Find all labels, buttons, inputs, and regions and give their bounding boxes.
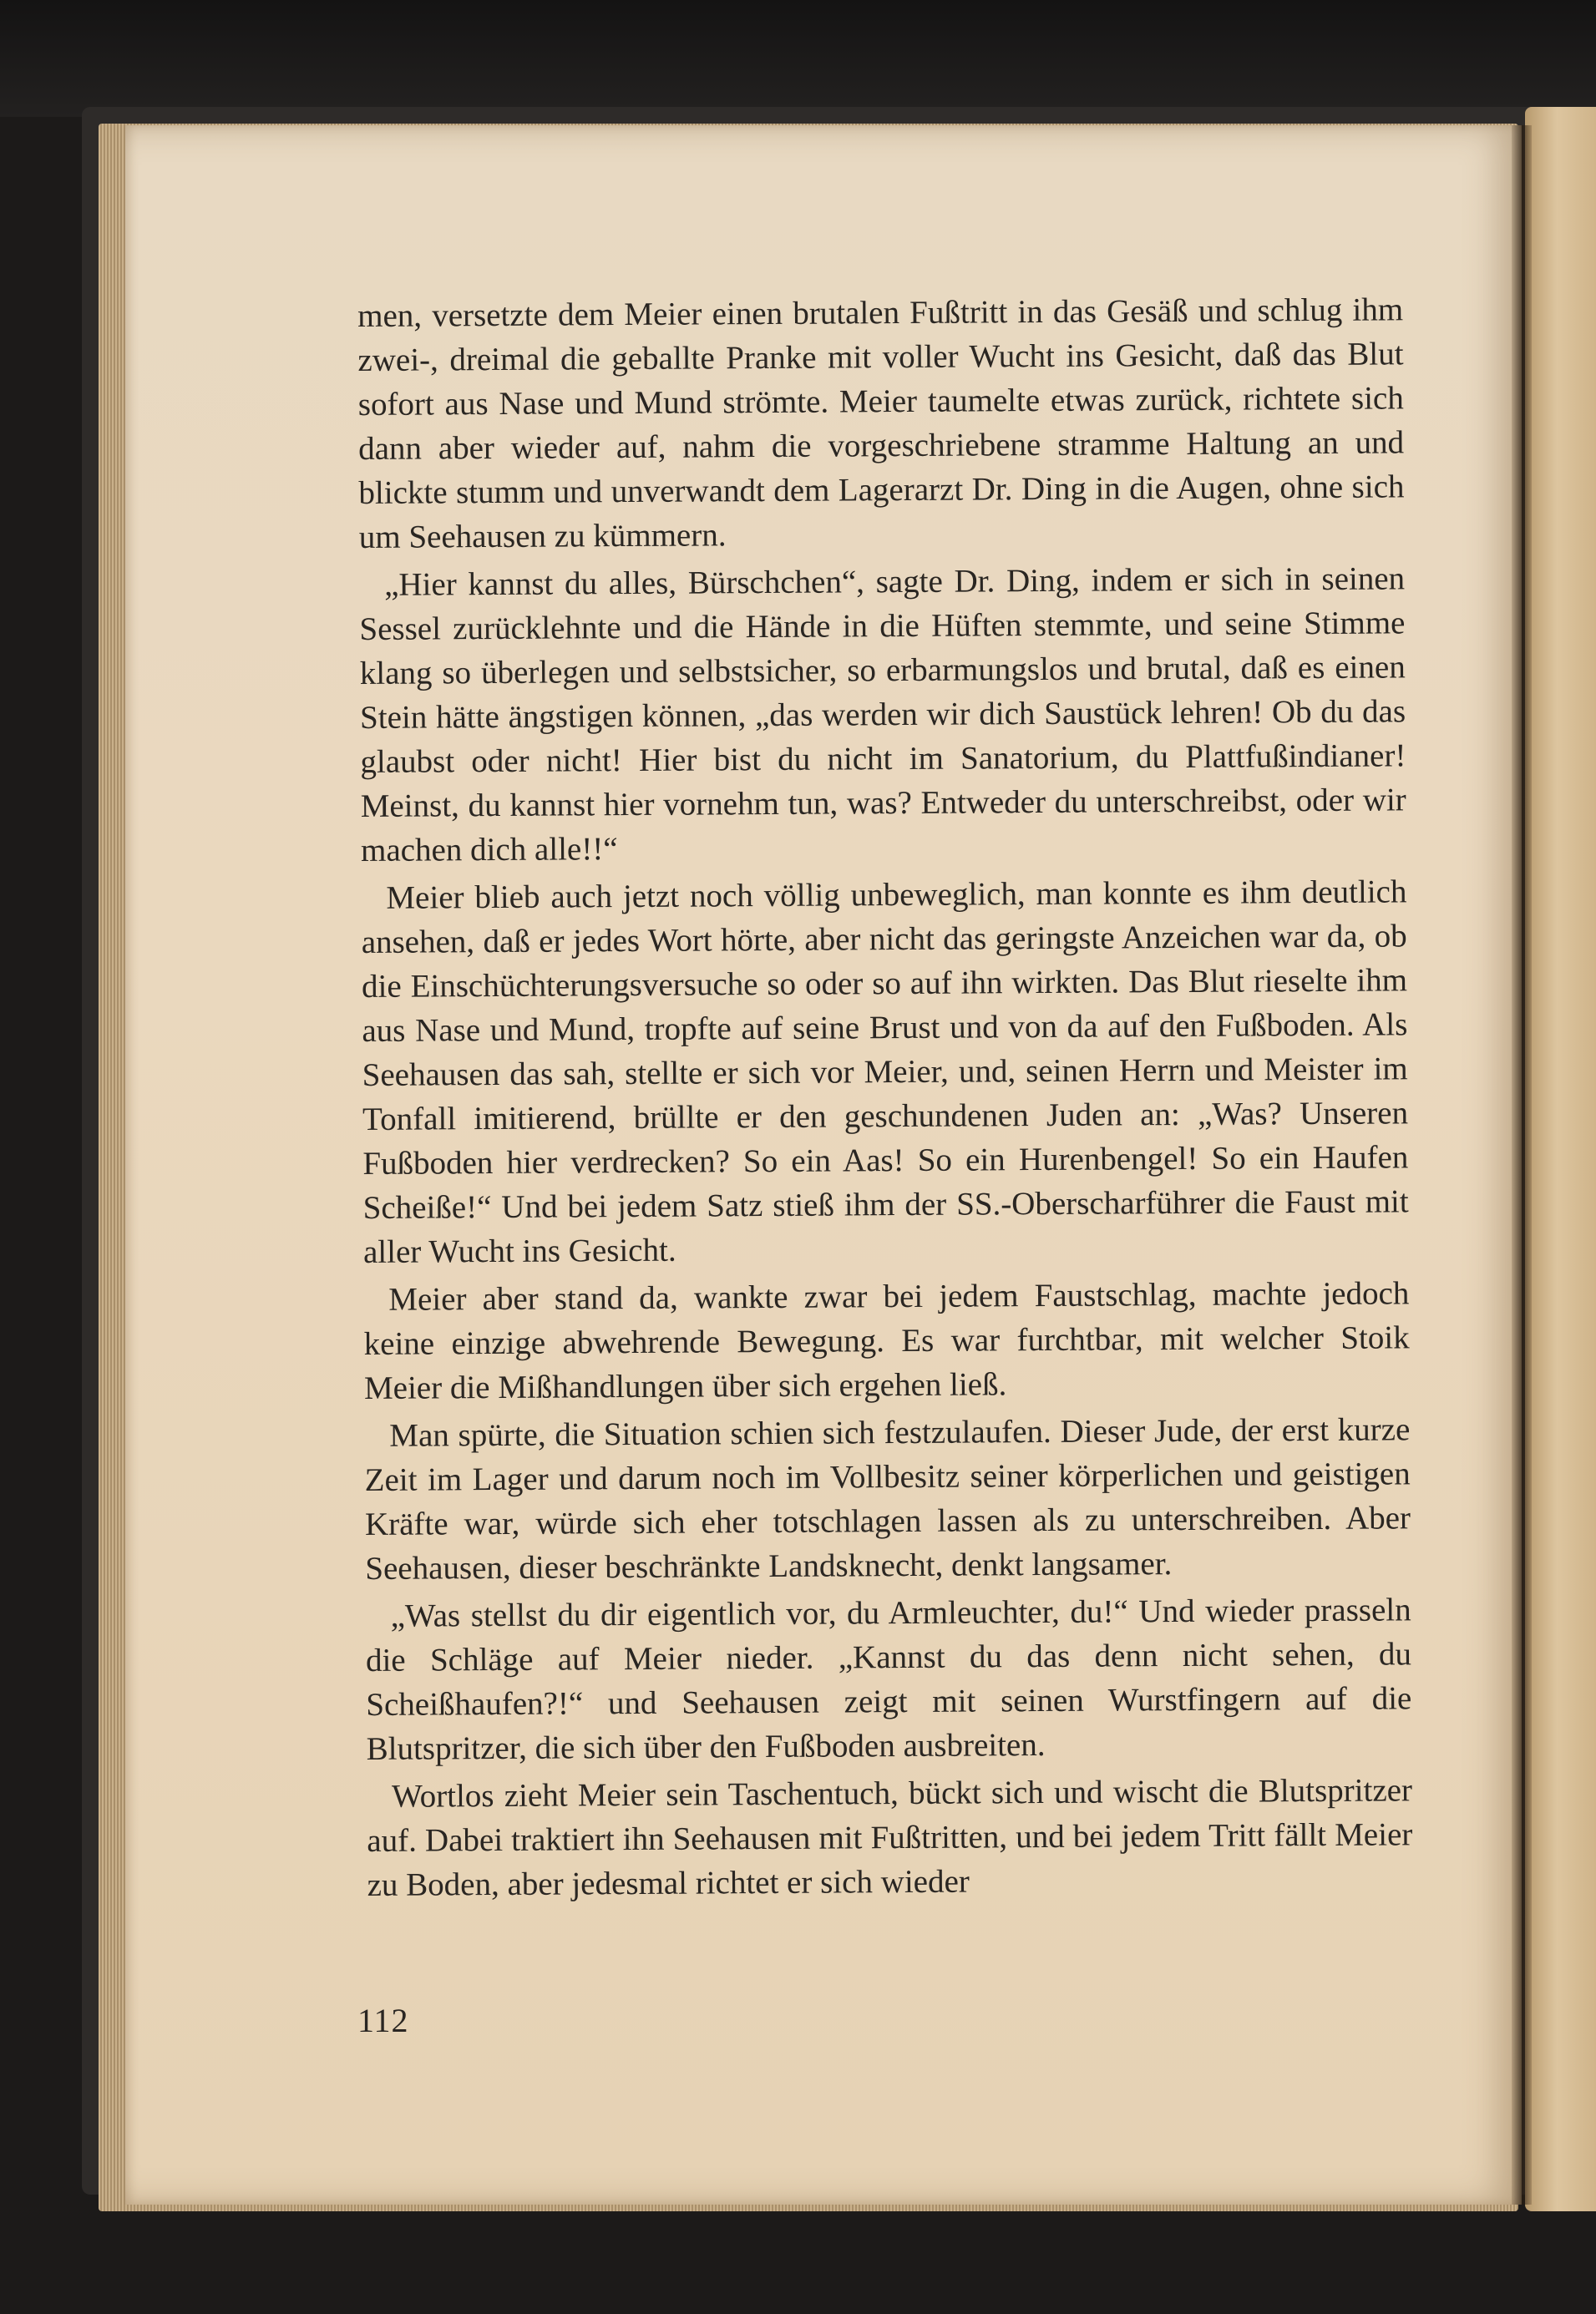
paragraph-1: men, versetzte dem Meier einen brutalen Fußtritt in das Gesäß und schlug ihm zwei-, dreimal die geballte Pranke mit voller Wucht ins Gesicht, daß das Blut sofort aus Nase und Mund strömte. Meier taumelte etwas zurück, richtete sich dann aber wieder auf, nahm die vorgeschriebene stramme Haltung an und blickte stumm und unverwandt dem Lagerarzt Dr. Ding in die Augen, ohne sich um Seehausen zu kümmern. xyxy=(357,291,1405,555)
paragraph-7: Wortlos zieht Meier sein Taschentuch, bückt sich und wischt die Blutspritzer auf. Dabei traktiert ihn Seehausen mit Fußtritten, und bei jedem Tritt fällt Meier zu Boden, aber jedesmal richtet er sich wieder xyxy=(367,1772,1413,1903)
paragraph-3: Meier blieb auch jetzt noch völlig unbeweglich, man konnte es ihm deutlich ansehen, daß er jedes Wort hörte, aber nicht das geringste Anzeichen war da, ob die Einschüchterungsversuche so oder so auf ihn wirkten. Das Blut rieselte ihm aus Nase und Mund, tropfte auf seine Brust und von da auf den Fußboden. Als Seehausen das sah, stellte er sich vor Meier, und, seinen Herrn und Meister im Tonfall imitierend, brüllte er den geschundenen Juden an: „Was? Unseren Fußboden hier verdrecken? So ein Aas! So ein Hurenbengel! So ein Haufen Scheiße!“ Und bei jedem Satz stieß ihm der SS.-Oberscharführer die Faust mit aller Wucht ins Gesicht. xyxy=(361,873,1409,1270)
paragraph-5: Man spürte, die Situation schien sich festzulaufen. Dieser Jude, der erst kurze Zeit im Lager und darum noch im Vollbesitz seiner körperlichen und geistigen Kräfte war, würde sich eher totschlagen lassen als zu unterschreiben. Aber Seehausen, dieser beschränkte Landsknecht, denkt langsamer. xyxy=(364,1411,1411,1587)
facing-page-edge xyxy=(1525,107,1596,2211)
page-text xyxy=(357,287,1413,1907)
page-number: 112 xyxy=(357,2002,409,2039)
book-gutter xyxy=(1512,125,1532,2205)
paragraph-6: „Was stellst du dir eigentlich vor, du Armleuchter, du!“ Und wieder prasseln die Schläge auf Meier nieder. „Kannst du das denn nicht sehen, du Scheißhaufen?!“ und Seehausen zeigt mit seinen Wurstfingern auf die Blutspritzer, die sich über den Fußboden ausbreiten. xyxy=(365,1592,1412,1767)
paragraph-4: Meier aber stand da, wankte zwar bei jedem Faustschlag, machte jedoch keine einzige abwehrende Bewegung. Es war furchtbar, mit welcher Stoik Meier die Mißhandlungen über sich ergehen ließ. xyxy=(363,1275,1410,1406)
paragraph-2: „Hier kannst du alles, Bürschchen“, sagte Dr. Ding, indem er sich in seinen Sessel zurücklehnte und die Hände in die Hüften stemmte, und seine Stimme klang so überlegen und selbstsicher, so erbarmungslos und brutal, daß es einen Stein hätte ängstigen können, „das werden wir dich Saustück lehren! Ob du das glaubst oder nicht! Hier bist du nicht im Sanatorium, du Plattfußindianer! Meinst, du kannst hier vornehm tun, was? Entweder du unterschreibst, oder wir machen dich alle!!“ xyxy=(359,560,1406,868)
dark-background xyxy=(0,0,1596,117)
